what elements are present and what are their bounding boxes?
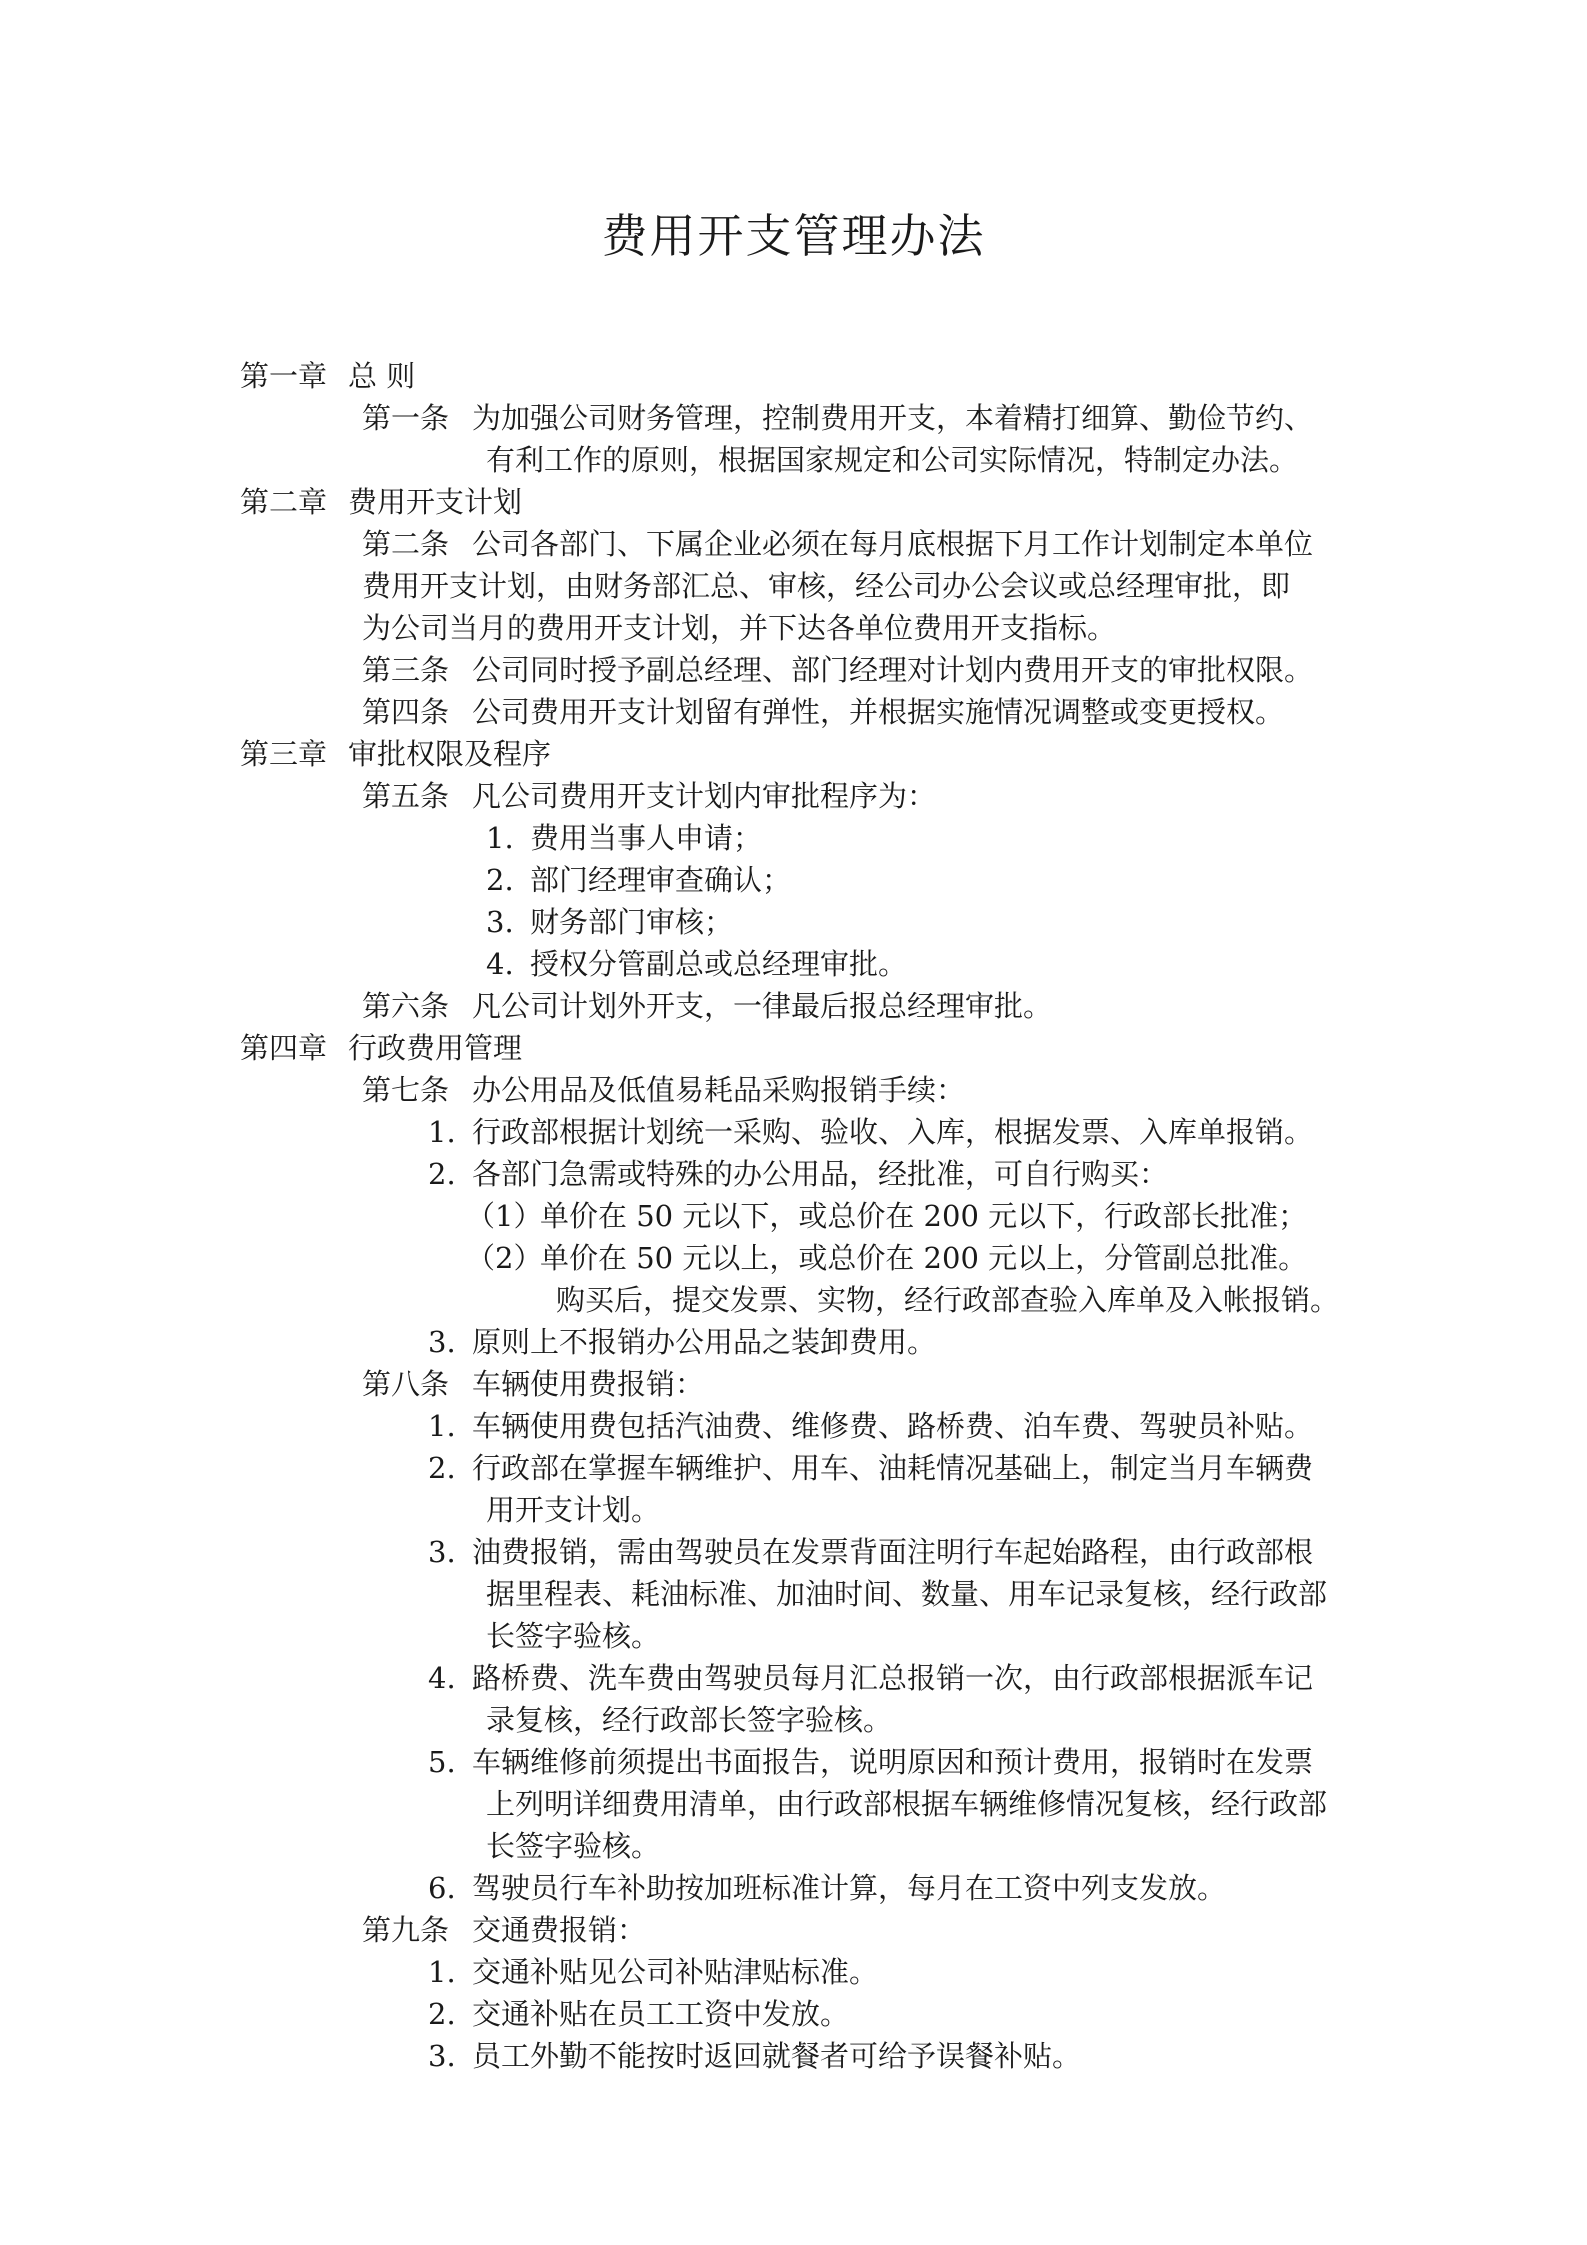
list-item — [428, 1447, 1313, 1489]
list-item-number: 6. — [428, 1871, 456, 1905]
article — [362, 1909, 646, 1951]
chapter-title: 行政费用管理 — [348, 1031, 523, 1065]
chapter-heading — [240, 1027, 522, 1069]
article-number: 第八条 — [362, 1367, 450, 1401]
article — [362, 775, 936, 817]
article-continuation: 费用开支计划，由财务部汇总、审核，经公司办公会议或总经理审批，即 — [362, 569, 1291, 603]
list-item-number: 1. — [428, 1955, 456, 1989]
list-item — [486, 859, 791, 901]
article — [362, 397, 1313, 439]
sub-list-item — [466, 1195, 1307, 1237]
list-item-continuation: 长签字验核。 — [486, 1619, 661, 1653]
list-item-number: 2. — [486, 863, 514, 897]
list-item — [428, 1741, 1313, 1783]
list-item-text: 交通补贴见公司补贴津贴标准。 — [472, 1955, 879, 1989]
article-text: 办公用品及低值易耗品采购报销手续： — [472, 1073, 966, 1107]
chapter-number: 第一章 — [240, 359, 328, 393]
list-item — [428, 1657, 1313, 1699]
article-text: 公司各部门、下属企业必须在每月底根据下月工作计划制定本单位 — [472, 527, 1314, 561]
list-item-text: 行政部根据计划统一采购、验收、入库，根据发票、入库单报销。 — [472, 1115, 1314, 1149]
list-item-number: 3. — [428, 1325, 456, 1359]
list-item-text: 车辆使用费包括汽油费、维修费、路桥费、泊车费、驾驶员补贴。 — [472, 1409, 1314, 1443]
sub-list-item-number: （2） — [466, 1241, 543, 1275]
list-item-text: 员工外勤不能按时返回就餐者可给予误餐补贴。 — [472, 2039, 1082, 2073]
article-number: 第三条 — [362, 653, 450, 687]
list-item-continuation: 据里程表、耗油标准、加油时间、数量、用车记录复核，经行政部 — [486, 1577, 1328, 1611]
list-item — [428, 1951, 878, 1993]
chapter-number: 第二章 — [240, 485, 328, 519]
list-item-number: 3. — [428, 1535, 456, 1569]
list-item-continuation: 长签字验核。 — [486, 1829, 661, 1863]
article-number: 第五条 — [362, 779, 450, 813]
article — [362, 985, 1052, 1027]
list-item-number: 3. — [428, 2039, 456, 2073]
document-title: 费用开支管理办法 — [601, 209, 986, 263]
article-text: 为加强公司财务管理，控制费用开支，本着精打细算、勤俭节约、 — [472, 401, 1314, 435]
article-text: 交通费报销： — [472, 1913, 647, 1947]
article-number: 第一条 — [362, 401, 450, 435]
list-item-text: 财务部门审核； — [530, 905, 734, 939]
chapter-heading — [240, 481, 522, 523]
list-item-number: 4. — [486, 947, 514, 981]
list-item-continuation: 上列明详细费用清单，由行政部根据车辆维修情况复核，经行政部 — [486, 1787, 1328, 1821]
list-item-text: 路桥费、洗车费由驾驶员每月汇总报销一次，由行政部根据派车记 — [472, 1661, 1314, 1695]
article — [362, 649, 1313, 691]
sub-list-item — [466, 1237, 1307, 1279]
article — [362, 691, 1284, 733]
list-item — [428, 1867, 1226, 1909]
article — [362, 1069, 965, 1111]
list-item — [428, 1153, 1168, 1195]
list-item-continuation: 用开支计划。 — [486, 1493, 661, 1527]
article-continuation: 有利工作的原则，根据国家规定和公司实际情况，特制定办法。 — [486, 443, 1299, 477]
list-item-number: 2. — [428, 1157, 456, 1191]
list-item-text: 原则上不报销办公用品之装卸费用。 — [472, 1325, 937, 1359]
chapter-title: 总 则 — [348, 359, 416, 393]
list-item-number: 2. — [428, 1451, 456, 1485]
list-item-number: 4. — [428, 1661, 456, 1695]
chapter-heading — [240, 355, 415, 397]
list-item — [428, 2035, 1081, 2077]
article-text: 凡公司计划外开支，一律最后报总经理审批。 — [472, 989, 1053, 1023]
list-item-text: 交通补贴在员工工资中发放。 — [472, 1997, 850, 2031]
list-item-number: 1. — [486, 821, 514, 855]
article-number: 第四条 — [362, 695, 450, 729]
list-item-text: 部门经理审查确认； — [530, 863, 792, 897]
article-number: 第六条 — [362, 989, 450, 1023]
article — [362, 1363, 704, 1405]
article — [362, 523, 1313, 565]
list-item-number: 1. — [428, 1409, 456, 1443]
list-item-text: 驾驶员行车补助按加班标准计算，每月在工资中列支发放。 — [472, 1871, 1227, 1905]
article-text: 公司费用开支计划留有弹性，并根据实施情况调整或变更授权。 — [472, 695, 1285, 729]
chapter-number: 第四章 — [240, 1031, 328, 1065]
article-continuation: 为公司当月的费用开支计划，并下达各单位费用开支指标。 — [362, 611, 1117, 645]
chapter-title: 审批权限及程序 — [348, 737, 552, 771]
sub-list-item-number: （1） — [466, 1199, 543, 1233]
list-item — [486, 943, 907, 985]
list-item — [486, 817, 762, 859]
list-item-number: 2. — [428, 1997, 456, 2031]
sub-list-continuation: 购买后，提交发票、实物，经行政部查验入库单及入帐报销。 — [556, 1283, 1340, 1317]
list-item — [428, 1321, 936, 1363]
list-item — [428, 1405, 1313, 1447]
list-item — [428, 1531, 1313, 1573]
article-text: 凡公司费用开支计划内审批程序为： — [472, 779, 937, 813]
list-item-number: 1. — [428, 1115, 456, 1149]
sub-list-item-text: 单价在 50 元以下，或总价在 200 元以下，行政部长批准； — [540, 1199, 1308, 1233]
list-item-text: 费用当事人申请； — [530, 821, 763, 855]
list-item-continuation: 录复核，经行政部长签字验核。 — [486, 1703, 893, 1737]
list-item — [428, 1993, 849, 2035]
sub-list-item-text: 单价在 50 元以上，或总价在 200 元以上，分管副总批准。 — [540, 1241, 1308, 1275]
list-item-text: 授权分管副总或总经理审批。 — [530, 947, 908, 981]
chapter-number: 第三章 — [240, 737, 328, 771]
chapter-heading — [240, 733, 551, 775]
article-text: 车辆使用费报销： — [472, 1367, 705, 1401]
list-item — [486, 901, 733, 943]
chapter-title: 费用开支计划 — [348, 485, 523, 519]
list-item-text: 油费报销，需由驾驶员在发票背面注明行车起始路程，由行政部根 — [472, 1535, 1314, 1569]
article-number: 第九条 — [362, 1913, 450, 1947]
list-item-number: 5. — [428, 1745, 456, 1779]
article-number: 第七条 — [362, 1073, 450, 1107]
list-item — [428, 1111, 1313, 1153]
list-item-text: 车辆维修前须提出书面报告，说明原因和预计费用，报销时在发票 — [472, 1745, 1314, 1779]
list-item-number: 3. — [486, 905, 514, 939]
article-number: 第二条 — [362, 527, 450, 561]
list-item-text: 行政部在掌握车辆维护、用车、油耗情况基础上，制定当月车辆费 — [472, 1451, 1314, 1485]
article-text: 公司同时授予副总经理、部门经理对计划内费用开支的审批权限。 — [472, 653, 1314, 687]
list-item-text: 各部门急需或特殊的办公用品，经批准，可自行购买： — [472, 1157, 1169, 1191]
